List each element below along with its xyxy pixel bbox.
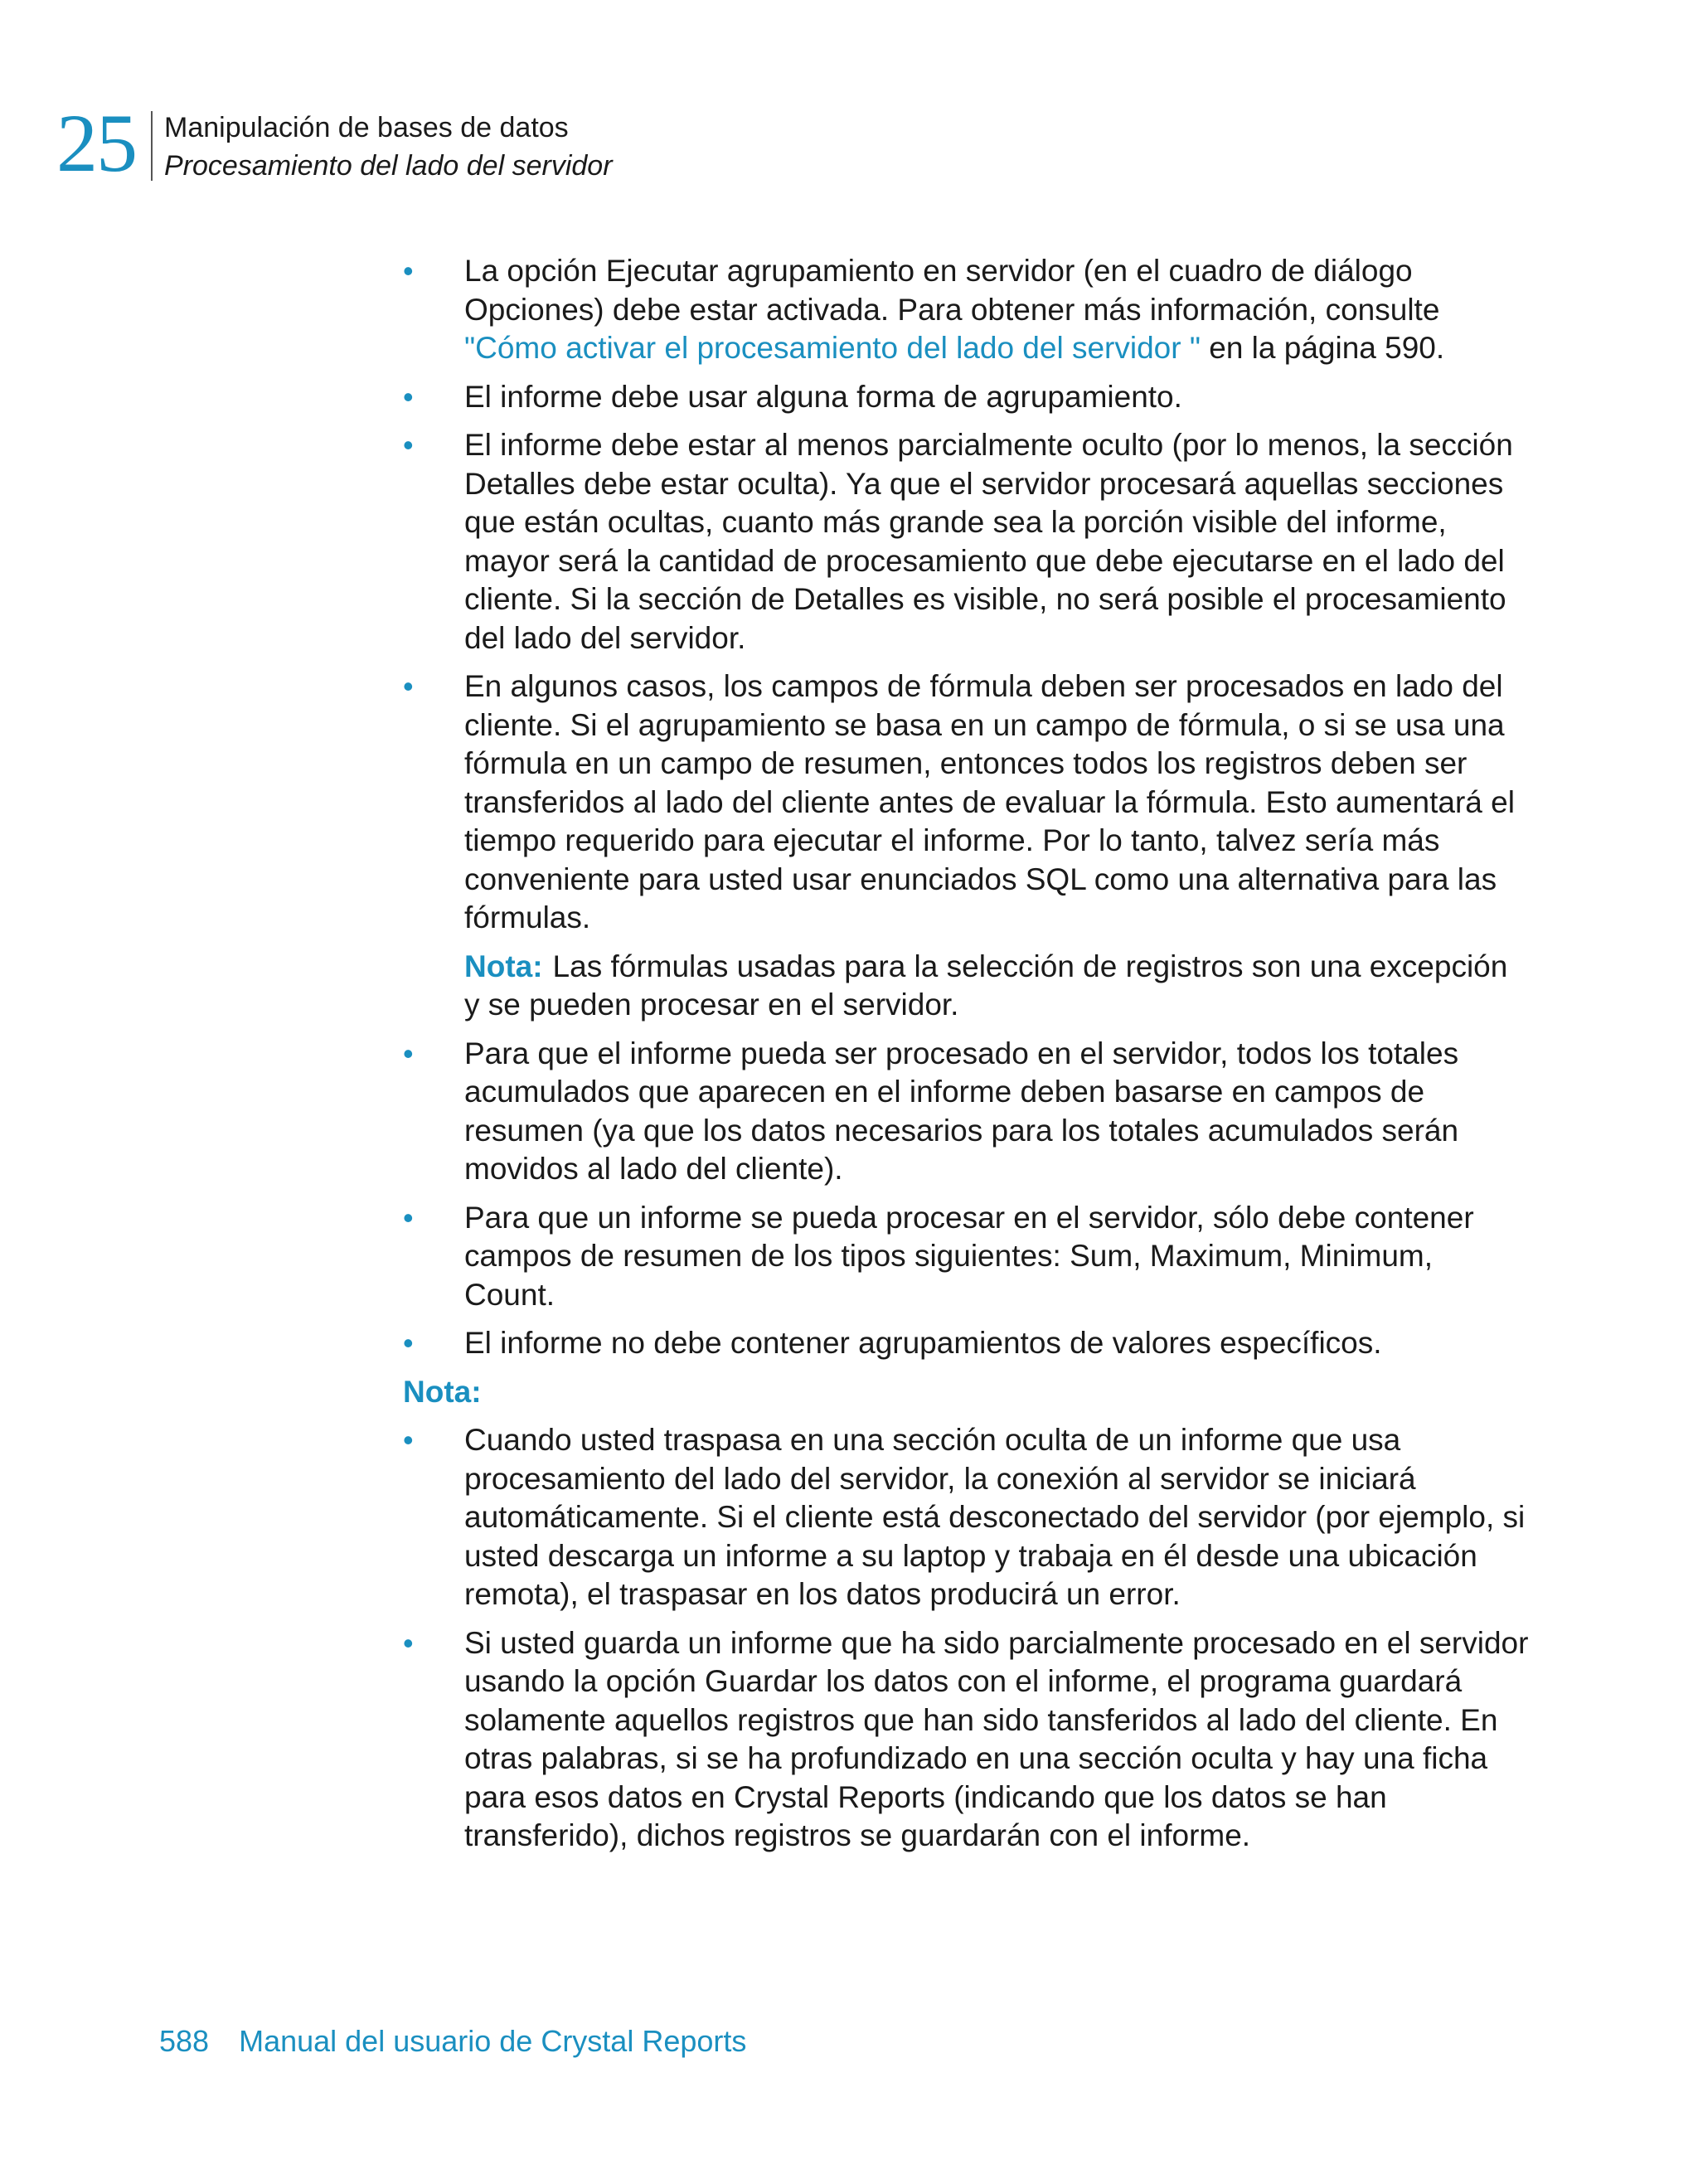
item-text: Para que el informe pueda ser procesado en el servidor, todos los totales acumulados que aparecen en el informe deben basarse en campos de resumen (ya que los datos necesarios para los totales acumulados serán movidos al lado del cliente). (464, 1036, 1459, 1186)
bullet-icon: • (403, 1200, 414, 1235)
list-item (403, 426, 1531, 658)
item-text: en la página 590. (1200, 331, 1445, 365)
inline-note (403, 948, 1531, 1025)
note-text: Las fórmulas usadas para la selección de registros son una excepción y se pueden procesar en el servidor. (464, 949, 1508, 1022)
main-content (403, 252, 1531, 1866)
list-item (403, 252, 1531, 368)
bullet-icon: • (403, 379, 414, 414)
bullet-icon: • (403, 1423, 414, 1457)
page-footer (159, 2023, 746, 2060)
bullet-icon: • (403, 669, 414, 703)
item-text: El informe debe estar al menos parcialmente oculto (por lo menos, la sección Detalles debe estar oculta). Ya que el servidor procesará aquellas secciones que están ocultas, cuanto más grande sea la porción visible del informe, mayor será la cantidad de procesamiento que debe ejecutarse en el lado del cliente. Si la sección de Detalles es visible, no será posible el procesamiento del lado del servidor. (464, 428, 1513, 655)
item-text: El informe debe usar alguna forma de agrupamiento. (464, 379, 1182, 414)
list-item (403, 1035, 1531, 1189)
item-text: En algunos casos, los campos de fórmula deben ser procesados en lado del cliente. Si el agrupamiento se basa en un campo de fórmula, o si se usa una fórmula en un campo de resumen, entonces todos los registros deben ser transferidos al lado del cliente antes de evaluar la fórmula. Esto aumentará el tiempo requerido para ejecutar el informe. Por lo tanto, talvez sería más conveniente para usted usar enunciados SQL como una alternativa para las fórmulas. (464, 669, 1515, 934)
note-label: Nota: (464, 949, 543, 983)
section-subtitle: Procesamiento del lado del servidor (164, 150, 613, 182)
bullet-icon: • (403, 1036, 414, 1070)
bullet-icon: • (403, 1625, 414, 1660)
header-divider (151, 111, 153, 181)
list-item (403, 667, 1531, 938)
book-title: Manual del usuario de Crystal Reports (239, 2024, 747, 2058)
item-text: Para que un informe se pueda procesar en el servidor, sólo debe contener campos de resumen de los tipos siguientes: Sum, Maximum, Minimum, Count. (464, 1200, 1474, 1312)
chapter-title: Manipulación de bases de datos (164, 112, 569, 143)
list-item (403, 1624, 1531, 1856)
list-item (403, 1421, 1531, 1614)
item-text: Cuando usted traspasa en una sección oculta de un informe que usa procesamiento del lado del servidor, la conexión al servidor se iniciará automáticamente. Si el cliente está desconectado del servidor (por ejemplo, si usted descarga un informe a su laptop y trabaja en él desde una ubicación remota), el traspasar en los datos producirá un error. (464, 1423, 1526, 1611)
item-text: La opción Ejecutar agrupamiento en servidor (en el cuadro de diálogo Opciones) debe estar activada. Para obtener más información, consulte (464, 254, 1440, 327)
bullet-icon: • (403, 1326, 414, 1360)
item-text: Si usted guarda un informe que ha sido parcialmente procesado en el servidor usando la opción Guardar los datos con el informe, el programa guardará solamente aquellos registros que han sido tansferidos al lado del cliente. En otras palabras, si se ha profundizado en una sección oculta y hay una ficha para esos datos en Crystal Reports (indicando que los datos se han transferido), dichos registros se guardarán con el informe. (464, 1625, 1529, 1852)
list-item (403, 1199, 1531, 1315)
list-item (403, 1324, 1531, 1363)
cross-reference-link[interactable]: "Cómo activar el procesamiento del lado del servidor " (464, 331, 1201, 365)
chapter-number: 25 (56, 97, 136, 189)
notes-heading: Nota: (403, 1374, 482, 1409)
page-number: 588 (159, 2024, 210, 2058)
bullet-icon: • (403, 254, 414, 288)
list-item (403, 378, 1531, 417)
item-text: El informe no debe contener agrupamientos de valores específicos. (464, 1326, 1382, 1360)
bullet-icon: • (403, 428, 414, 462)
